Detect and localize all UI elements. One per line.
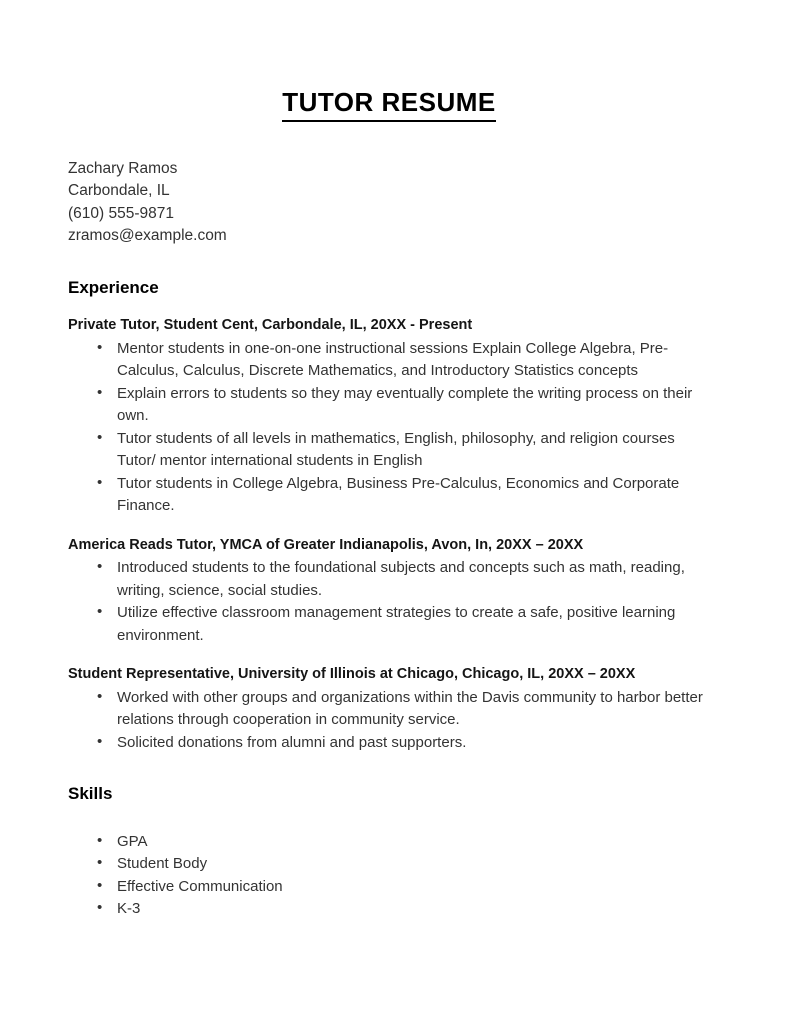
section-heading-experience: Experience <box>68 277 159 297</box>
contact-phone: (610) 555-9871 <box>68 204 174 222</box>
job-title: Student Representative, University of Illinois at Chicago, Chicago, IL, 20XX – 20XX <box>68 666 636 683</box>
experience-section <box>68 278 710 755</box>
experience-entry <box>68 665 710 754</box>
contact-block <box>68 158 710 248</box>
contact-name: Zachary Ramos <box>68 159 178 177</box>
job-bullet-list <box>68 557 710 647</box>
contact-email: zramos@example.com <box>68 227 227 245</box>
list-item: • K-3 <box>68 898 710 921</box>
experience-entry <box>68 536 710 648</box>
skills-list-container <box>68 831 710 921</box>
document-title-container <box>68 0 710 122</box>
list-item: • Solicited donations from alumni and past supporters. <box>68 732 710 755</box>
list-item: • Mentor students in one-on-one instructional sessions Explain College Algebra, Pre-Calculus, Calculus, Discrete Mathematics, and Introductory Statistics concepts <box>68 338 710 383</box>
job-bullet-list <box>68 338 710 518</box>
page-title: TUTOR RESUME <box>282 88 496 122</box>
list-item: • Effective Communication <box>68 876 710 899</box>
list-item: • Introduced students to the foundational subjects and concepts such as math, reading, writing, science, social studies. <box>68 557 710 602</box>
section-heading-skills: Skills <box>68 784 113 804</box>
job-title: Private Tutor, Student Cent, Carbondale, IL, 20XX - Present <box>68 316 473 333</box>
list-item: • Student Body <box>68 853 710 876</box>
skills-section <box>68 784 710 920</box>
job-title: America Reads Tutor, YMCA of Greater Indianapolis, Avon, In, 20XX – 20XX <box>68 536 584 553</box>
contact-location: Carbondale, IL <box>68 182 170 200</box>
experience-entry <box>68 316 710 518</box>
list-item: • Worked with other groups and organizations within the Davis community to harbor better relations through cooperation in community service. <box>68 687 710 732</box>
job-bullet-list <box>68 687 710 755</box>
list-item: • Tutor students of all levels in mathematics, English, philosophy, and religion courses Tutor/ mentor international students in English <box>68 428 710 473</box>
skills-bullet-list <box>68 831 710 921</box>
list-item: • Tutor students in College Algebra, Business Pre-Calculus, Economics and Corporate Finance. <box>68 473 710 518</box>
list-item: • Utilize effective classroom management strategies to create a safe, positive learning environment. <box>68 602 710 647</box>
list-item: • GPA <box>68 831 710 854</box>
list-item: • Explain errors to students so they may eventually complete the writing process on their own. <box>68 383 710 428</box>
